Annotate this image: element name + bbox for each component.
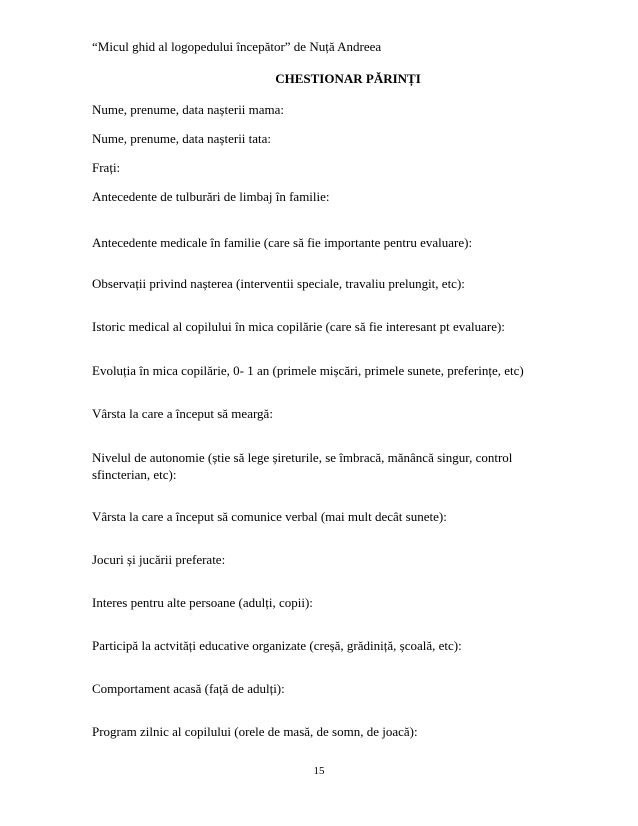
question-autonomy: Nivelul de autonomie (știe să lege șireturile, se îmbracă, mănâncă singur, control sfincterian, etc): xyxy=(92,450,513,482)
question-favorite-toys: Jocuri și jucării preferate: xyxy=(92,552,226,567)
running-header: “Micul ghid al logopedului începător” de Nuță Andreea xyxy=(92,39,382,54)
question-verbal-age: Vârsta la care a început să comunice verbal (mai mult decât sunete): xyxy=(92,509,447,524)
question-walking-age: Vârsta la care a început să meargă: xyxy=(92,406,273,421)
page-number: 15 xyxy=(313,765,325,777)
question-interest-in-people: Interes pentru alte persoane (adulți, copii): xyxy=(92,595,313,610)
question-father: Nume, prenume, data nașterii tata: xyxy=(92,131,272,146)
page-title: CHESTIONAR PĂRINȚI xyxy=(275,71,421,86)
question-behavior-at-home: Comportament acasă (față de adulți): xyxy=(92,681,285,696)
question-daily-program: Program zilnic al copilului (orele de masă, de somn, de joacă): xyxy=(92,724,418,739)
question-family-medical-history: Antecedente medicale în familie (care să fie importante pentru evaluare): xyxy=(92,235,473,250)
question-mother: Nume, prenume, data nașterii mama: xyxy=(92,102,285,117)
question-early-development: Evoluția în mica copilărie, 0- 1 an (primele mișcări, primele sunete, preferințe, etc) xyxy=(92,363,524,378)
question-birth-observations: Observații privind nașterea (interventii speciale, travaliu prelungit, etc): xyxy=(92,276,465,291)
question-family-language-history: Antecedente de tulburări de limbaj în familie: xyxy=(92,189,330,204)
question-education-participation: Participă la actvități educative organizate (creșă, grădiniță, școală, etc): xyxy=(92,638,462,653)
question-siblings: Frați: xyxy=(92,160,121,175)
question-child-medical-history: Istoric medical al copilului în mica copilărie (care să fie interesant pt evaluare): xyxy=(92,319,505,334)
